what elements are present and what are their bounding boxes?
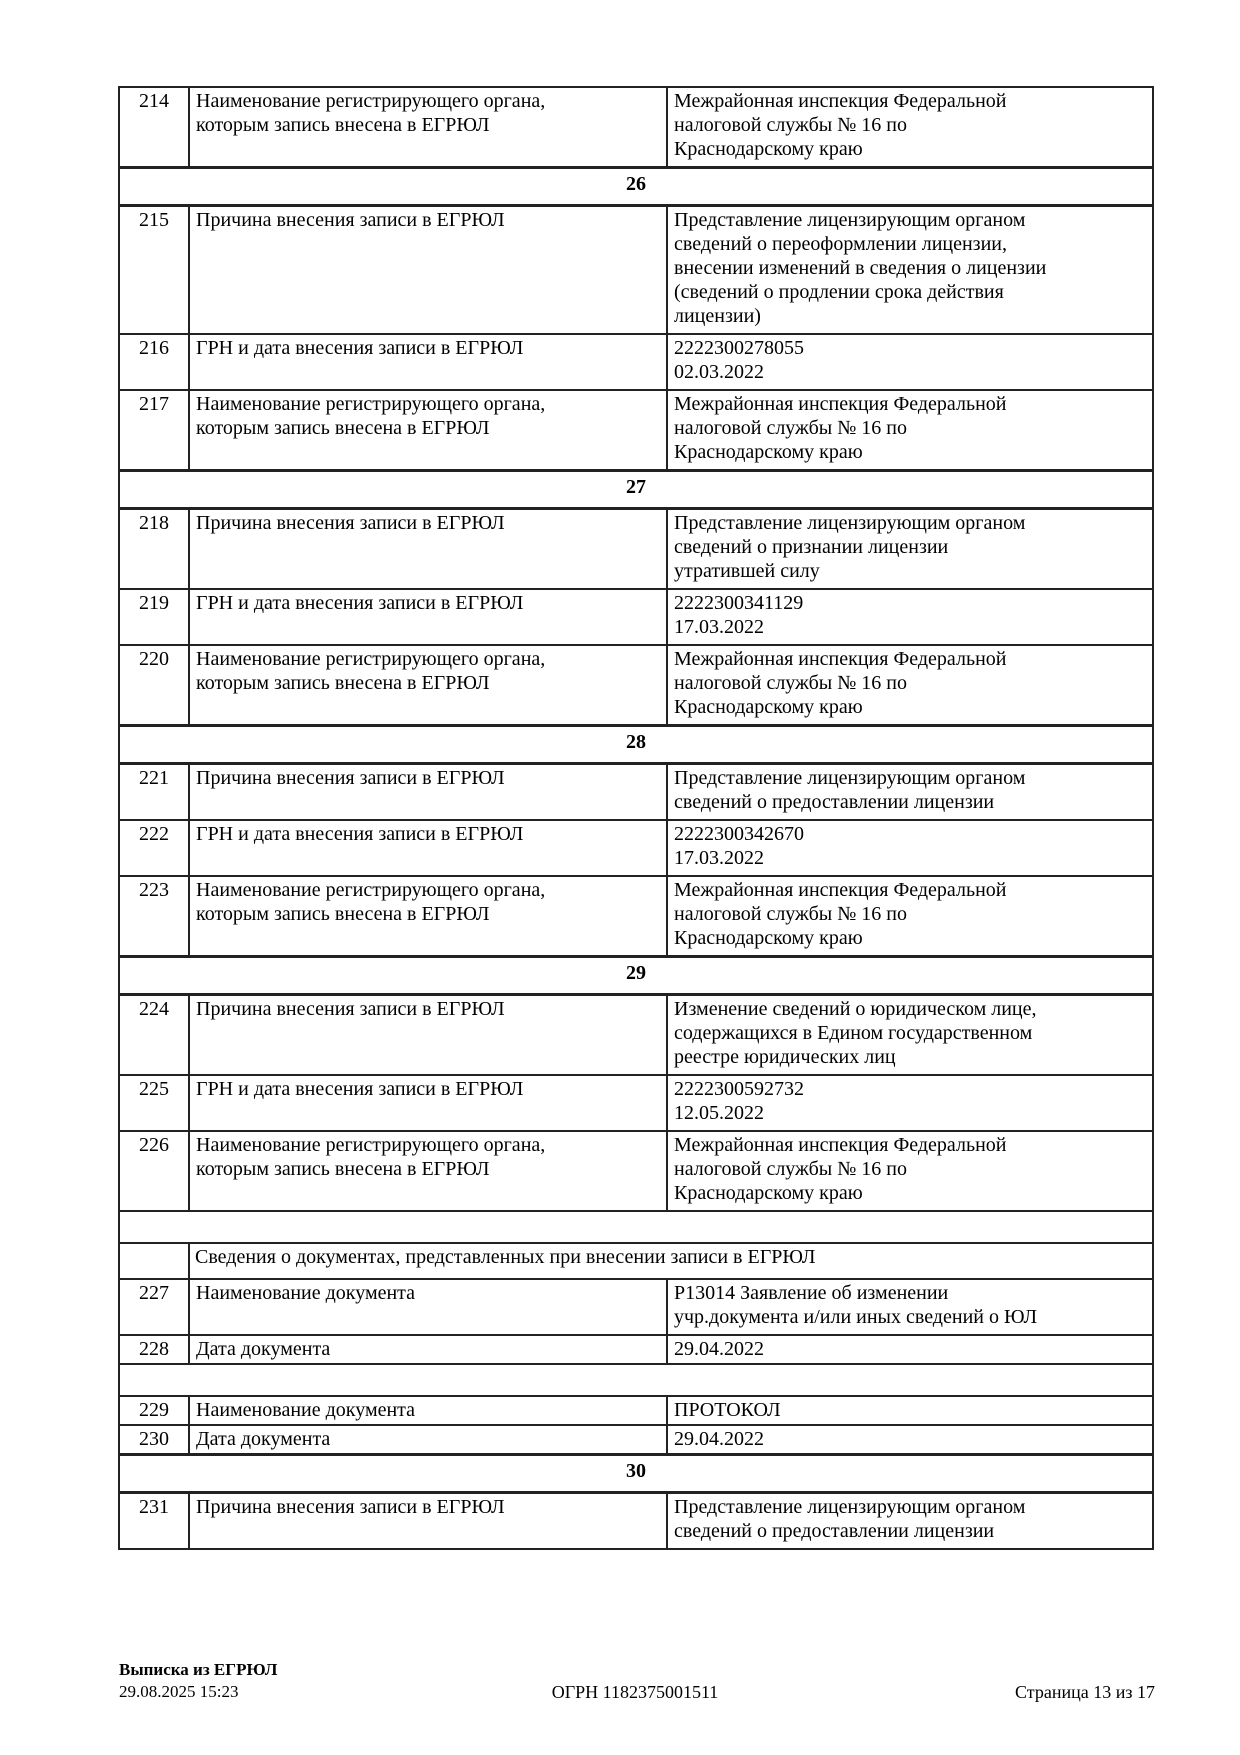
record-row-219 <box>119 589 1153 645</box>
text-line: Наименование документа <box>196 1399 416 1421</box>
text-line: 28 <box>626 731 646 753</box>
field-value <box>667 1425 1153 1455</box>
spacer-row <box>119 1211 1153 1243</box>
text-line: Межрайонная инспекция Федеральной <box>674 648 1007 670</box>
text-line: Представление лицензирующим органом <box>674 209 1026 231</box>
subsection-title <box>189 1243 1153 1279</box>
footer-datetime: 29.08.2025 15:23 <box>119 1682 239 1701</box>
field-value <box>667 820 1153 876</box>
text-line: ГРН и дата внесения записи в ЕГРЮЛ <box>196 337 524 359</box>
text-line: утратившей силу <box>674 560 820 582</box>
record-row-230 <box>119 1425 1153 1455</box>
text-line: которым запись внесена в ЕГРЮЛ <box>196 417 490 439</box>
section-row <box>119 471 1153 509</box>
spacer-cell <box>119 1211 1153 1243</box>
record-row-227 <box>119 1279 1153 1335</box>
footer-page-number: Страница 13 из 17 <box>1015 1682 1155 1702</box>
field-value <box>667 390 1153 471</box>
field-label <box>189 1075 667 1131</box>
row-number <box>119 764 189 821</box>
section-number <box>119 168 1153 206</box>
record-row-214 <box>119 87 1153 168</box>
text-line: содержащихся в Едином государственном <box>674 1022 1033 1044</box>
field-label <box>189 1279 667 1335</box>
field-value <box>667 1396 1153 1425</box>
text-line: 231 <box>139 1496 169 1518</box>
text-line: Дата документа <box>196 1338 331 1360</box>
text-line: ГРН и дата внесения записи в ЕГРЮЛ <box>196 823 524 845</box>
text-line: налоговой службы № 16 по <box>674 672 907 694</box>
field-label <box>189 995 667 1076</box>
field-value <box>667 1131 1153 1211</box>
text-line: сведений о переоформлении лицензии, <box>674 233 1007 255</box>
field-value <box>667 764 1153 821</box>
text-line: которым запись внесена в ЕГРЮЛ <box>196 672 490 694</box>
row-number <box>119 1396 189 1425</box>
text-line: 218 <box>139 512 169 534</box>
record-row-216 <box>119 334 1153 390</box>
row-number <box>119 1075 189 1131</box>
text-line: налоговой службы № 16 по <box>674 417 907 439</box>
spacer-row <box>119 1364 1153 1396</box>
row-number <box>119 1493 189 1550</box>
empty-number-cell <box>119 1243 189 1279</box>
text-line: которым запись внесена в ЕГРЮЛ <box>196 903 490 925</box>
field-label <box>189 87 667 168</box>
text-line: Наименование регистрирующего органа, <box>196 393 546 415</box>
text-line: Изменение сведений о юридическом лице, <box>674 998 1037 1020</box>
text-line: 29.04.2022 <box>674 1338 764 1360</box>
text-line: лицензии) <box>674 305 761 327</box>
section-number <box>119 726 1153 764</box>
text-line: 228 <box>139 1338 169 1360</box>
row-number <box>119 1425 189 1455</box>
text-line: учр.документа и/или иных сведений о ЮЛ <box>674 1306 1038 1328</box>
footer-doc-type: Выписка из ЕГРЮЛ <box>119 1660 278 1679</box>
egrul-records-table <box>118 86 1154 1550</box>
row-number <box>119 1279 189 1335</box>
text-line: Представление лицензирующим органом <box>674 767 1026 789</box>
record-row-228 <box>119 1335 1153 1364</box>
text-line: Причина внесения записи в ЕГРЮЛ <box>196 1496 505 1518</box>
text-line: 227 <box>139 1282 169 1304</box>
field-value <box>667 645 1153 726</box>
egrul-table-body <box>119 87 1153 1549</box>
field-value <box>667 509 1153 590</box>
text-line: 17.03.2022 <box>674 616 764 638</box>
field-value <box>667 334 1153 390</box>
text-line: Наименование регистрирующего органа, <box>196 648 546 670</box>
text-line: внесении изменений в сведения о лицензии <box>674 257 1047 279</box>
spacer-cell <box>119 1364 1153 1396</box>
record-row-217 <box>119 390 1153 471</box>
text-line: Представление лицензирующим органом <box>674 512 1026 534</box>
text-line: которым запись внесена в ЕГРЮЛ <box>196 114 490 136</box>
field-value <box>667 589 1153 645</box>
text-line: 214 <box>139 90 169 112</box>
row-number <box>119 87 189 168</box>
text-line: 215 <box>139 209 169 231</box>
field-value <box>667 1335 1153 1364</box>
field-label <box>189 1335 667 1364</box>
text-line: 17.03.2022 <box>674 847 764 869</box>
field-label <box>189 820 667 876</box>
record-row-226 <box>119 1131 1153 1211</box>
record-row-215 <box>119 206 1153 335</box>
text-line: Причина внесения записи в ЕГРЮЛ <box>196 209 505 231</box>
field-label <box>189 1425 667 1455</box>
text-line: Причина внесения записи в ЕГРЮЛ <box>196 998 505 1020</box>
field-value <box>667 995 1153 1076</box>
field-value <box>667 1075 1153 1131</box>
text-line: Межрайонная инспекция Федеральной <box>674 879 1007 901</box>
record-row-229 <box>119 1396 1153 1425</box>
text-line: Сведения о документах, представленных при внесении записи в ЕГРЮЛ <box>195 1246 816 1268</box>
field-label <box>189 390 667 471</box>
row-number <box>119 876 189 957</box>
text-line: Р13014 Заявление об изменении <box>674 1282 949 1304</box>
field-label <box>189 206 667 335</box>
text-line: Причина внесения записи в ЕГРЮЛ <box>196 767 505 789</box>
record-row-218 <box>119 509 1153 590</box>
text-line: Наименование документа <box>196 1282 416 1304</box>
field-label <box>189 1131 667 1211</box>
text-line: сведений о предоставлении лицензии <box>674 791 995 813</box>
text-line: 27 <box>626 476 646 498</box>
text-line: 02.03.2022 <box>674 361 764 383</box>
text-line: (сведений о продлении срока действия <box>674 281 1004 303</box>
row-number <box>119 206 189 335</box>
text-line: 26 <box>626 173 646 195</box>
text-line: 30 <box>626 1460 646 1482</box>
field-label <box>189 645 667 726</box>
text-line: 216 <box>139 337 169 359</box>
record-row-220 <box>119 645 1153 726</box>
text-line: 220 <box>139 648 169 670</box>
text-line: 2222300278055 <box>674 337 804 359</box>
record-row-225 <box>119 1075 1153 1131</box>
text-line: Межрайонная инспекция Федеральной <box>674 90 1007 112</box>
text-line: Краснодарскому краю <box>674 1182 863 1204</box>
text-line: Краснодарскому краю <box>674 927 863 949</box>
text-line: реестре юридических лиц <box>674 1046 896 1068</box>
field-value <box>667 876 1153 957</box>
text-line: 2222300342670 <box>674 823 804 845</box>
text-line: Краснодарскому краю <box>674 441 863 463</box>
text-line: Краснодарскому краю <box>674 138 863 160</box>
field-value <box>667 206 1153 335</box>
text-line: 226 <box>139 1134 169 1156</box>
text-line: 221 <box>139 767 169 789</box>
text-line: Межрайонная инспекция Федеральной <box>674 1134 1007 1156</box>
text-line: Межрайонная инспекция Федеральной <box>674 393 1007 415</box>
text-line: которым запись внесена в ЕГРЮЛ <box>196 1158 490 1180</box>
text-line: налоговой службы № 16 по <box>674 1158 907 1180</box>
section-row <box>119 726 1153 764</box>
text-line: Представление лицензирующим органом <box>674 1496 1026 1518</box>
section-row <box>119 957 1153 995</box>
header-row <box>119 1243 1153 1279</box>
footer-ogrn: ОГРН 1182375001511 <box>551 1682 719 1702</box>
text-line: 230 <box>139 1428 169 1450</box>
text-line: ГРН и дата внесения записи в ЕГРЮЛ <box>196 592 524 614</box>
text-line: 225 <box>139 1078 169 1100</box>
section-row <box>119 168 1153 206</box>
text-line: 219 <box>139 592 169 614</box>
text-line: 12.05.2022 <box>674 1102 764 1124</box>
field-value <box>667 1493 1153 1550</box>
row-number <box>119 1131 189 1211</box>
text-line: 223 <box>139 879 169 901</box>
field-value <box>667 87 1153 168</box>
row-number <box>119 645 189 726</box>
row-number <box>119 995 189 1076</box>
text-line: сведений о признании лицензии <box>674 536 949 558</box>
text-line: сведений о предоставлении лицензии <box>674 1520 995 1542</box>
row-number <box>119 589 189 645</box>
footer-left-block <box>119 1659 277 1703</box>
text-line: 2222300341129 <box>674 592 804 614</box>
record-row-223 <box>119 876 1153 957</box>
text-line: ГРН и дата внесения записи в ЕГРЮЛ <box>196 1078 524 1100</box>
text-line: 229 <box>139 1399 169 1421</box>
field-label <box>189 764 667 821</box>
text-line: ПРОТОКОЛ <box>674 1399 781 1421</box>
text-line: Дата документа <box>196 1428 331 1450</box>
record-row-224 <box>119 995 1153 1076</box>
text-line: налоговой службы № 16 по <box>674 903 907 925</box>
record-row-221 <box>119 764 1153 821</box>
row-number <box>119 820 189 876</box>
text-line: Причина внесения записи в ЕГРЮЛ <box>196 512 505 534</box>
field-label <box>189 334 667 390</box>
text-line: 29.04.2022 <box>674 1428 764 1450</box>
text-line: Наименование регистрирующего органа, <box>196 90 546 112</box>
row-number <box>119 509 189 590</box>
row-number <box>119 390 189 471</box>
field-value <box>667 1279 1153 1335</box>
field-label <box>189 1493 667 1550</box>
text-line: 224 <box>139 998 169 1020</box>
field-label <box>189 589 667 645</box>
section-row <box>119 1455 1153 1493</box>
field-label <box>189 876 667 957</box>
text-line: 29 <box>626 962 646 984</box>
record-row-222 <box>119 820 1153 876</box>
record-row-231 <box>119 1493 1153 1550</box>
text-line: Наименование регистрирующего органа, <box>196 879 546 901</box>
text-line: налоговой службы № 16 по <box>674 114 907 136</box>
section-number <box>119 471 1153 509</box>
text-line: 217 <box>139 393 169 415</box>
field-label <box>189 1396 667 1425</box>
row-number <box>119 1335 189 1364</box>
field-label <box>189 509 667 590</box>
row-number <box>119 334 189 390</box>
text-line: Краснодарскому краю <box>674 696 863 718</box>
text-line: 2222300592732 <box>674 1078 804 1100</box>
section-number <box>119 1455 1153 1493</box>
text-line: Наименование регистрирующего органа, <box>196 1134 546 1156</box>
text-line: 222 <box>139 823 169 845</box>
section-number <box>119 957 1153 995</box>
